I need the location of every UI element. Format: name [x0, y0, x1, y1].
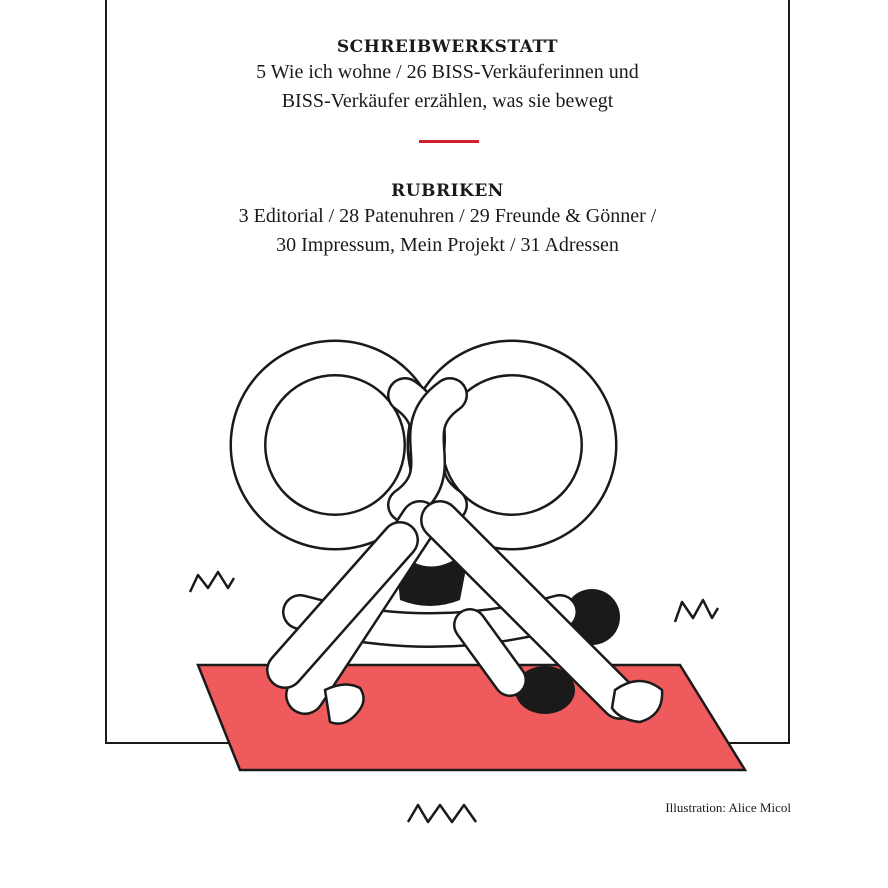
zigzag-right-doodle [675, 600, 718, 622]
schreibwerkstatt-line-1: 5 Wie ich wohne / 26 BISS-Verkäuferinnen und [256, 61, 639, 83]
zigzag-bottom-doodle [408, 805, 476, 822]
schreibwerkstatt-heading: SCHREIBWERKSTATT [336, 37, 559, 57]
rubriken-line-2: 30 Impressum, Mein Projekt / 31 Adressen [276, 234, 619, 256]
zigzag-left-doodle [190, 572, 234, 592]
illustration-credit: Illustration: Alice Micol [665, 800, 791, 815]
rubriken-heading: RUBRIKEN [391, 181, 504, 201]
rubriken-line-1: 3 Editorial / 28 Patenuhren / 29 Freunde & Gönner / [238, 205, 657, 227]
schreibwerkstatt-line-2: BISS-Verkäufer erzählen, was sie bewegt [281, 90, 614, 112]
